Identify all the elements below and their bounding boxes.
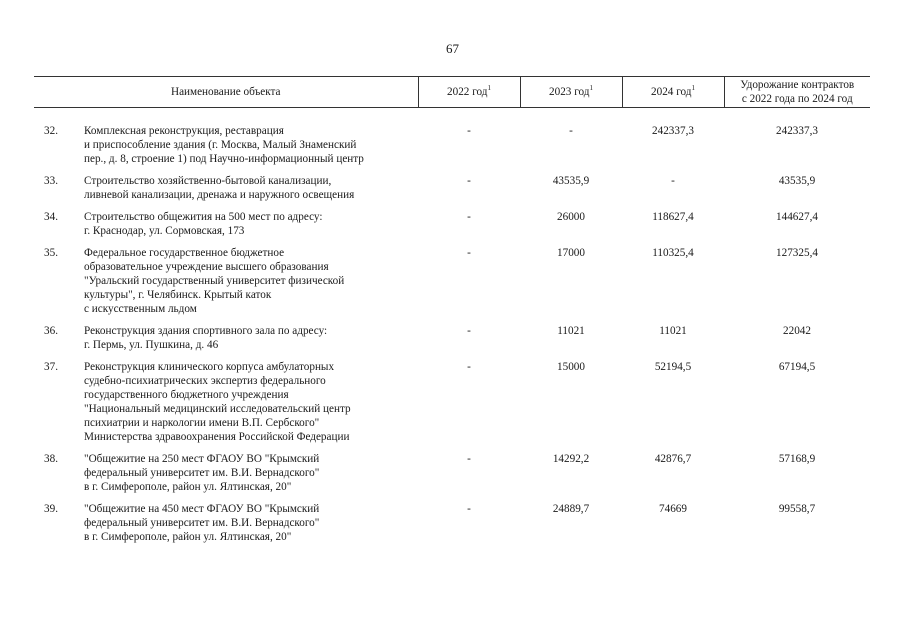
table-row <box>34 320 870 356</box>
object-name-line: культуры", г. Челябинск. Крытый каток <box>84 289 272 301</box>
value-2022: - <box>467 503 471 515</box>
value-2024: 242337,3 <box>652 125 694 137</box>
row-number: 39. <box>44 503 58 515</box>
footnote-mark: 1 <box>691 84 695 92</box>
value-2023: - <box>569 125 573 137</box>
row-number: 32. <box>44 125 58 137</box>
row-number: 38. <box>44 453 58 465</box>
object-name-line: Комплексная реконструкция, реставрация <box>84 125 284 137</box>
object-name-line: "Национальный медицинский исследовательский центр <box>84 403 351 415</box>
header-year-2023: 2023 год$^1$ <box>520 77 622 108</box>
table-body <box>34 108 870 549</box>
value-2024: 52194,5 <box>654 361 692 373</box>
value-2023: 15000 <box>557 361 585 373</box>
object-name-line: государственного бюджетного учреждения <box>84 389 289 401</box>
value-2022: - <box>467 361 471 373</box>
table-row <box>34 170 870 206</box>
object-name-line: в г. Симферополе, район ул. Ялтинская, 20" <box>84 531 292 543</box>
object-name-line: г. Краснодар, ул. Сормовская, 173 <box>84 225 245 237</box>
table-header <box>34 77 870 108</box>
table-row <box>34 448 870 498</box>
object-name-line: Строительство общежития на 500 мест по адресу: <box>84 211 323 223</box>
object-name-line: в г. Симферополе, район ул. Ялтинская, 20" <box>84 481 292 493</box>
object-name-line: Федеральное государственное бюджетное <box>84 247 285 259</box>
object-name <box>80 170 418 206</box>
object-name <box>80 206 418 242</box>
object-name-line: судебно-психиатрических экспертиз федерального <box>84 375 326 387</box>
object-name <box>80 498 418 548</box>
object-name-line: г. Пермь, ул. Пушкина, д. 46 <box>84 339 219 351</box>
value-2024: - <box>671 175 675 187</box>
table-row <box>34 108 870 171</box>
value-increase: 67194,5 <box>778 361 816 373</box>
value-2023: 11021 <box>557 325 585 337</box>
object-name <box>80 356 418 448</box>
value-2023: 43535,9 <box>552 175 590 187</box>
row-number: 37. <box>44 361 58 373</box>
value-increase: 99558,7 <box>778 503 816 515</box>
value-increase: 43535,9 <box>778 175 816 187</box>
value-2024: 118627,4 <box>652 211 694 223</box>
value-2023: 26000 <box>557 211 585 223</box>
value-2022: - <box>467 175 471 187</box>
object-name-line: ливневой канализации, дренажа и наружного освещения <box>84 189 355 201</box>
value-2024: 74669 <box>659 503 687 515</box>
row-number: 34. <box>44 211 58 223</box>
value-2023: 14292,2 <box>552 453 590 465</box>
value-2022: - <box>467 125 471 137</box>
object-name-line: психиатрии и наркологии имени В.П. Сербского" <box>84 417 320 429</box>
row-number: 33. <box>44 175 58 187</box>
object-name-line: Реконструкция клинического корпуса амбулаторных <box>84 361 335 373</box>
object-name-line: пер., д. 8, строение 1) под Научно-информационный центр <box>84 153 364 165</box>
value-increase: 144627,4 <box>776 211 818 223</box>
object-name-line: "Общежитие на 250 мест ФГАОУ ВО "Крымский <box>84 453 320 465</box>
header-contract-increase: Удорожание контрактов с 2022 года по 2024 год <box>724 77 870 108</box>
table-row <box>34 242 870 320</box>
value-2024: 11021 <box>659 325 687 337</box>
object-name-line: федеральный университет им. В.И. Вернадского" <box>84 467 320 479</box>
object-name-line: образовательное учреждение высшего образования <box>84 261 329 273</box>
object-name-line: Министерства здравоохранения Российской Федерации <box>84 431 350 443</box>
value-2022: - <box>467 211 471 223</box>
object-name-line: с искусственным льдом <box>84 303 197 315</box>
value-2023: 24889,7 <box>552 503 590 515</box>
value-increase: 127325,4 <box>776 247 818 259</box>
header-year-2022: 2022 год$^1$ <box>418 77 520 108</box>
value-2023: 17000 <box>557 247 585 259</box>
object-name-line: Строительство хозяйственно-бытовой канализации, <box>84 175 332 187</box>
footnote-mark: 1 <box>589 84 593 92</box>
header-year-2024: 2024 год$^1$ <box>622 77 724 108</box>
header-object-name: Наименование объекта <box>34 77 418 108</box>
value-2022: - <box>467 325 471 337</box>
object-name-line: и приспособление здания (г. Москва, Малый Знаменский <box>84 139 357 151</box>
table-row <box>34 498 870 548</box>
value-2024: 42876,7 <box>654 453 692 465</box>
object-name <box>80 108 418 171</box>
table-row <box>34 356 870 448</box>
value-2024: 110325,4 <box>652 247 694 259</box>
page-number: 67 <box>446 41 459 56</box>
object-name <box>80 242 418 320</box>
object-name-line: федеральный университет им. В.И. Вернадского" <box>84 517 320 529</box>
row-number: 35. <box>44 247 58 259</box>
object-name-line: Реконструкция здания спортивного зала по адресу: <box>84 325 328 337</box>
value-increase: 57168,9 <box>778 453 816 465</box>
value-2022: - <box>467 247 471 259</box>
object-name-line: "Уральский государственный университет физической <box>84 275 345 287</box>
object-name <box>80 320 418 356</box>
objects-table <box>34 76 870 548</box>
value-increase: 22042 <box>783 325 811 337</box>
value-increase: 242337,3 <box>776 125 818 137</box>
object-name-line: "Общежитие на 450 мест ФГАОУ ВО "Крымский <box>84 503 320 515</box>
footnote-mark: 1 <box>487 84 491 92</box>
object-name <box>80 448 418 498</box>
table-row <box>34 206 870 242</box>
row-number: 36. <box>44 325 58 337</box>
value-2022: - <box>467 453 471 465</box>
